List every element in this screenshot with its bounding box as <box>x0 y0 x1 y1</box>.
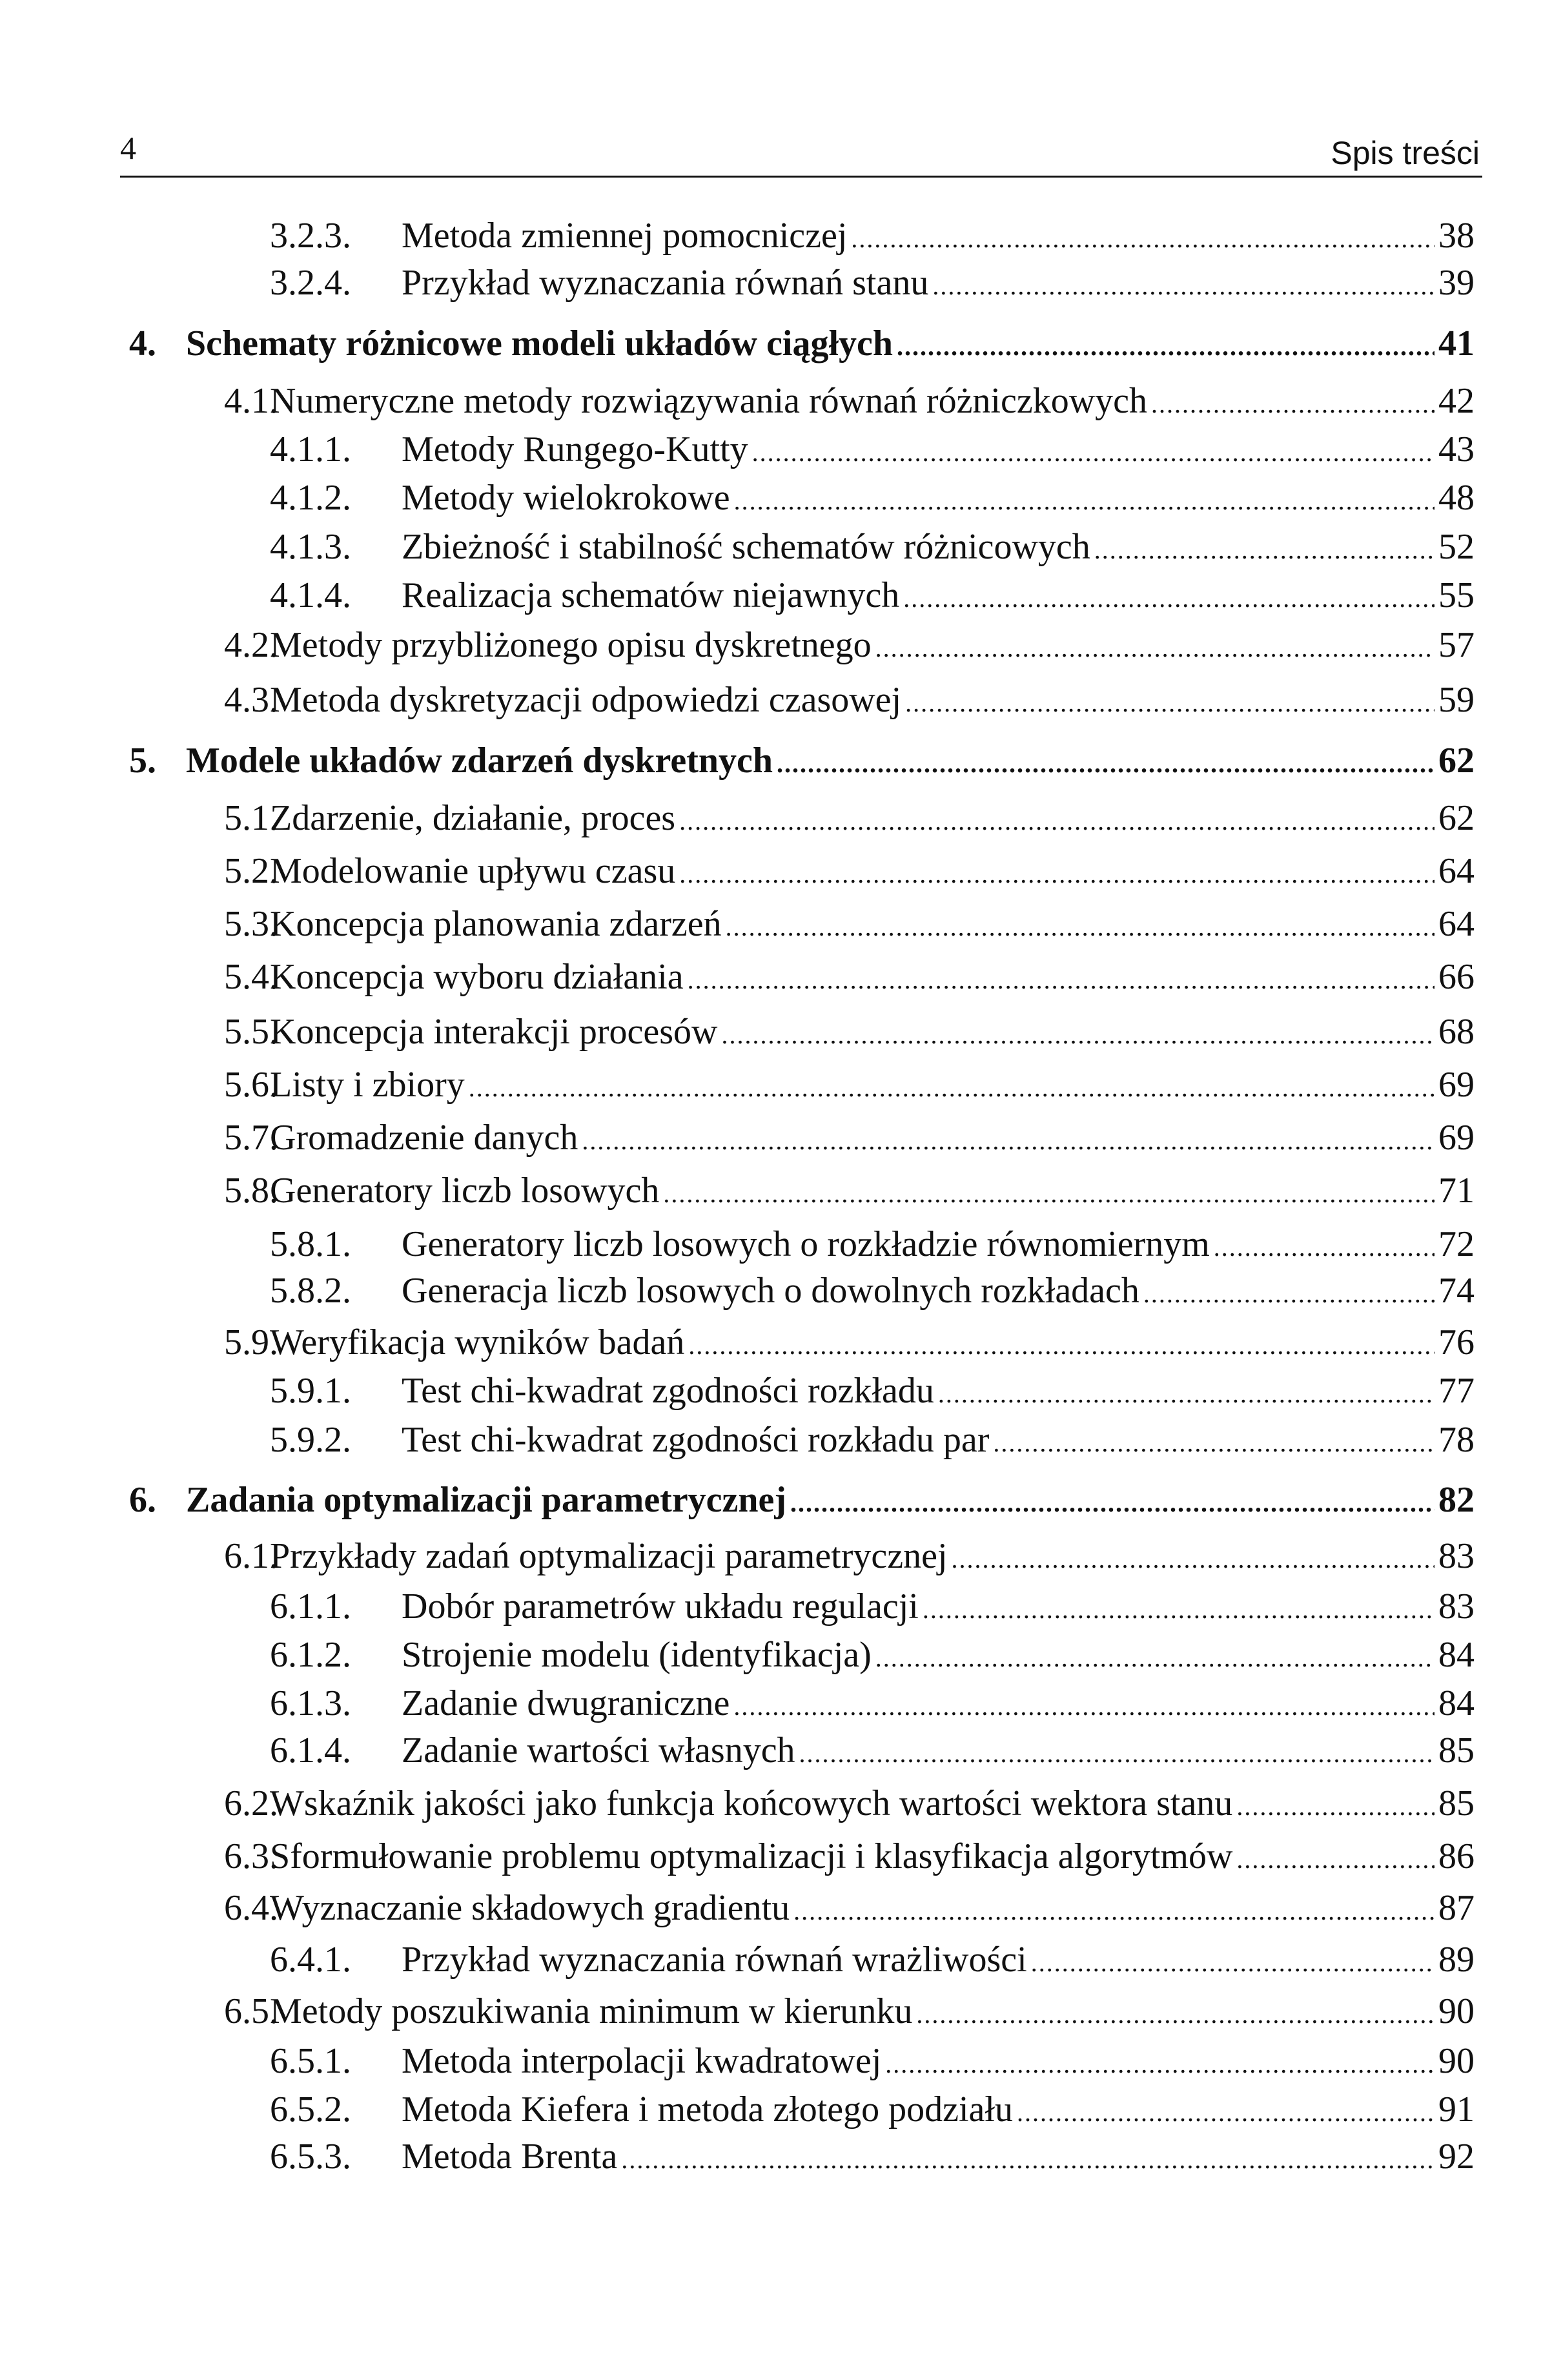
toc-entry-number: 5.3. <box>224 904 278 945</box>
dot-leader <box>799 1733 1435 1774</box>
toc-entry-page: 71 <box>1438 1171 1475 1211</box>
toc-entry-page: 41 <box>1438 323 1475 364</box>
dot-leader <box>734 480 1435 522</box>
toc-entry-page: 85 <box>1438 1783 1475 1824</box>
toc-entry-page: 77 <box>1438 1371 1475 1411</box>
toc-entry[interactable] <box>0 2089 1552 2130</box>
toc-entry-number: 6.1.1. <box>270 1586 351 1626</box>
toc-entry[interactable] <box>0 323 1552 364</box>
toc-entry-page: 66 <box>1438 957 1475 998</box>
toc-entry-number: 6.2. <box>224 1783 278 1824</box>
toc-entry[interactable] <box>0 1419 1552 1461</box>
toc-entry-title: Zbieżność i stabilność schematów różnicowych <box>402 526 1090 567</box>
toc-entry-title: Realizacja schematów niejawnych <box>402 575 900 615</box>
toc-entry-title: Numeryczne metody rozwiązywania równań różniczkowych <box>270 381 1147 422</box>
dot-leader <box>993 1422 1435 1464</box>
toc-entry-title: Wskaźnik jakości jako funkcja końcowych wartości wektora stanu <box>270 1783 1233 1824</box>
toc-entry-page: 39 <box>1438 263 1475 303</box>
toc-entry-page: 90 <box>1438 2041 1475 2082</box>
header-rule <box>120 176 1482 178</box>
dot-leader <box>903 578 1435 619</box>
toc-entry[interactable] <box>0 1887 1552 1929</box>
toc-entry-page: 38 <box>1438 216 1475 256</box>
toc-entry-title: Przykład wyznaczania równań stanu <box>402 263 929 303</box>
toc-entry[interactable] <box>0 1535 1552 1577</box>
toc-entry-title: Gromadzenie danych <box>270 1118 578 1158</box>
toc-entry-title: Metody poszukiwania minimum w kierunku <box>270 1991 913 2031</box>
toc-entry-page: 55 <box>1438 575 1475 615</box>
dot-leader <box>923 1589 1435 1630</box>
toc-entry-title: Zadania optymalizacji parametrycznej <box>186 1480 787 1521</box>
toc-entry-number: 5.7. <box>224 1118 278 1158</box>
toc-entry[interactable] <box>0 575 1552 616</box>
toc-entry-page: 72 <box>1438 1224 1475 1264</box>
toc-entry-title: Metoda Brenta <box>402 2137 618 2177</box>
toc-entry-number: 5.8. <box>224 1171 278 1211</box>
toc-entry[interactable] <box>0 1634 1552 1676</box>
toc-entry[interactable] <box>0 1270 1552 1311</box>
toc-entry-page: 83 <box>1438 1536 1475 1577</box>
toc-entry-number: 5.8.1. <box>270 1224 351 1264</box>
toc-entry-title: Metoda interpolacji kwadratowej <box>402 2041 882 2082</box>
dot-leader <box>875 1637 1435 1679</box>
dot-leader <box>688 959 1435 1001</box>
toc-entry-number: 5.6. <box>224 1065 278 1105</box>
dot-leader <box>952 1539 1435 1580</box>
toc-entry-title: Przykłady zadań optymalizacji parametrycznej <box>270 1536 948 1577</box>
toc-entry[interactable] <box>0 797 1552 839</box>
toc-entry-number: 6.1.4. <box>270 1730 351 1770</box>
toc-entry[interactable] <box>0 1730 1552 1771</box>
toc-entry-title: Metody wielokrokowe <box>402 478 730 518</box>
toc-entry-title: Generatory liczb losowych o rozkładzie równomiernym <box>402 1224 1210 1264</box>
toc-entry-title: Zadanie wartości własnych <box>402 1730 795 1770</box>
toc-entry[interactable] <box>0 215 1552 256</box>
dot-leader <box>885 2044 1435 2085</box>
dot-leader <box>1143 1273 1435 1315</box>
toc-entry-page: 74 <box>1438 1271 1475 1311</box>
dot-leader <box>777 743 1435 785</box>
toc-entry[interactable] <box>0 1586 1552 1627</box>
toc-entry-title: Koncepcja interakcji procesów <box>270 1011 718 1052</box>
toc-entry-title: Modelowanie upływu czasu <box>270 851 676 892</box>
dot-leader <box>679 801 1435 842</box>
dot-leader <box>793 1891 1435 1932</box>
toc-entry-number: 6.5.1. <box>270 2041 351 2082</box>
toc-entry-page: 82 <box>1438 1480 1475 1521</box>
dot-leader <box>721 1014 1435 1056</box>
dot-leader <box>752 432 1435 473</box>
dot-leader <box>663 1173 1435 1215</box>
toc-entry-page: 89 <box>1438 1939 1475 1980</box>
toc-entry-page: 76 <box>1438 1322 1475 1363</box>
toc-entry[interactable] <box>0 1836 1552 1877</box>
toc-entry-page: 87 <box>1438 1888 1475 1929</box>
toc-entry-number: 3.2.4. <box>270 263 351 303</box>
toc-entry-number: 6. <box>129 1480 156 1521</box>
toc-entry[interactable] <box>0 850 1552 892</box>
toc-entry[interactable] <box>0 1370 1552 1411</box>
toc-entry[interactable] <box>0 1991 1552 2032</box>
toc-entry-page: 85 <box>1438 1730 1475 1770</box>
toc-entry-page: 59 <box>1438 679 1475 720</box>
toc-entry-number: 5.9.2. <box>270 1419 351 1460</box>
toc-entry-title: Koncepcja planowania zdarzeń <box>270 904 722 945</box>
toc-entry-title: Zdarzenie, działanie, proces <box>270 797 676 838</box>
toc-entry-number: 4.3. <box>224 679 278 720</box>
toc-entry[interactable] <box>0 526 1552 568</box>
toc-entry-title: Wyznaczanie składowych gradientu <box>270 1888 790 1929</box>
toc-entry-page: 90 <box>1438 1991 1475 2031</box>
dot-leader <box>679 854 1435 895</box>
toc-entry-page: 43 <box>1438 429 1475 470</box>
toc-entry[interactable] <box>0 262 1552 303</box>
dot-leader <box>621 2139 1435 2180</box>
toc-entry-number: 6.4.1. <box>270 1939 351 1980</box>
toc-entry-title: Test chi-kwadrat zgodności rozkładu par <box>402 1419 990 1460</box>
dot-leader <box>1214 1227 1435 1268</box>
dot-leader <box>875 628 1435 669</box>
dot-leader <box>897 326 1435 367</box>
dot-leader <box>1151 384 1435 425</box>
toc-entry-title: Przykład wyznaczania równań wrażliwości <box>402 1939 1027 1980</box>
toc-entry[interactable] <box>0 956 1552 998</box>
toc-entry-page: 91 <box>1438 2089 1475 2130</box>
toc-entry-number: 3.2.3. <box>270 216 351 256</box>
toc-entry-number: 5. <box>129 740 156 781</box>
toc-entry-title: Generatory liczb losowych <box>270 1171 660 1211</box>
dot-leader <box>851 218 1435 260</box>
toc-entry-page: 86 <box>1438 1836 1475 1877</box>
toc-entry-page: 84 <box>1438 1683 1475 1724</box>
toc-entry-page: 52 <box>1438 526 1475 567</box>
toc-entry[interactable] <box>0 1224 1552 1265</box>
toc-entry-title: Test chi-kwadrat zgodności rozkładu <box>402 1371 934 1411</box>
dot-leader <box>1017 2092 1435 2133</box>
toc-entry[interactable] <box>0 1170 1552 1211</box>
toc-entry-title: Dobór parametrów układu regulacji <box>402 1586 919 1626</box>
toc-entry-number: 4.2. <box>224 625 278 666</box>
toc-entry[interactable] <box>0 903 1552 945</box>
toc-entry-title: Schematy różnicowe modeli układów ciągłych <box>186 323 893 364</box>
toc-entry[interactable] <box>0 1683 1552 1724</box>
toc-entry-number: 4.1.1. <box>270 429 351 470</box>
toc-entry-page: 64 <box>1438 851 1475 892</box>
toc-entry[interactable] <box>0 740 1552 781</box>
toc-entry-number: 6.4. <box>224 1888 278 1929</box>
toc-entry[interactable] <box>0 380 1552 422</box>
dot-leader <box>916 1994 1435 2035</box>
toc-entry-number: 6.5. <box>224 1991 278 2031</box>
toc-entry[interactable] <box>0 1479 1552 1521</box>
toc-entry-title: Generacja liczb losowych o dowolnych rozkładach <box>402 1271 1139 1311</box>
toc-entry-number: 4.1.2. <box>270 478 351 518</box>
toc-entry[interactable] <box>0 1322 1552 1363</box>
toc-entry-page: 92 <box>1438 2137 1475 2177</box>
dot-leader <box>790 1482 1435 1524</box>
toc-entry-title: Modele układów zdarzeń dyskretnych <box>186 740 773 781</box>
toc-entry-page: 64 <box>1438 904 1475 945</box>
toc-entry[interactable] <box>0 1011 1552 1052</box>
toc-entry-page: 69 <box>1438 1065 1475 1105</box>
toc-entry-page: 48 <box>1438 478 1475 518</box>
dot-leader <box>1236 1839 1435 1880</box>
toc-entry-number: 6.5.3. <box>270 2137 351 2177</box>
toc-entry-title: Sformułowanie problemu optymalizacji i klasyfikacja algorytmów <box>270 1836 1233 1877</box>
toc-entry-title: Koncepcja wyboru działania <box>270 957 684 998</box>
dot-leader <box>688 1325 1435 1366</box>
toc-entry-title: Metoda zmiennej pomocniczej <box>402 216 848 256</box>
toc-entry[interactable] <box>0 1939 1552 1980</box>
toc-entry-title: Metoda dyskretyzacji odpowiedzi czasowej <box>270 679 902 720</box>
dot-leader <box>1094 529 1435 571</box>
toc-entry-number: 4.1.3. <box>270 526 351 567</box>
dot-leader <box>1236 1786 1435 1827</box>
toc-entry-title: Zadanie dwugraniczne <box>402 1683 730 1724</box>
toc-entry-page: 62 <box>1438 797 1475 838</box>
toc-entry-title: Weryfikacja wyników badań <box>270 1322 685 1363</box>
toc-entry-page: 84 <box>1438 1634 1475 1675</box>
toc-entry-page: 42 <box>1438 381 1475 422</box>
toc-entry[interactable] <box>0 679 1552 721</box>
toc-entry-title: Metody Rungego-Kutty <box>402 429 748 470</box>
toc-entry-page: 68 <box>1438 1011 1475 1052</box>
toc-entry-number: 6.5.2. <box>270 2089 351 2130</box>
toc-entry-page: 78 <box>1438 1419 1475 1460</box>
dot-leader <box>938 1373 1435 1415</box>
toc-entry-number: 4.1. <box>224 381 278 422</box>
toc-entry-number: 6.1. <box>224 1536 278 1577</box>
toc-entry-number: 5.5. <box>224 1011 278 1052</box>
toc-entry-page: 83 <box>1438 1586 1475 1626</box>
toc-entry-page: 69 <box>1438 1118 1475 1158</box>
dot-leader <box>905 682 1435 724</box>
dot-leader <box>1031 1942 1435 1984</box>
toc-entry-number: 4. <box>129 323 156 364</box>
toc-entry-title: Strojenie modelu (identyfikacja) <box>402 1634 872 1675</box>
page-number: 4 <box>120 130 136 166</box>
toc-entry[interactable] <box>0 1064 1552 1105</box>
dot-leader <box>733 1686 1435 1727</box>
toc-entry-title: Metody przybliżonego opisu dyskretnego <box>270 625 872 666</box>
toc-entry-number: 5.9. <box>224 1322 278 1363</box>
toc-entry[interactable] <box>0 477 1552 518</box>
toc-entry-number: 5.4. <box>224 957 278 998</box>
toc-entry-title: Listy i zbiory <box>270 1065 465 1105</box>
toc-entry-number: 6.3. <box>224 1836 278 1877</box>
toc-entry-page: 62 <box>1438 740 1475 781</box>
dot-leader <box>469 1067 1435 1109</box>
toc-entry-number: 5.8.2. <box>270 1271 351 1311</box>
toc-entry-number: 5.1. <box>224 797 278 838</box>
toc-entry[interactable] <box>0 624 1552 666</box>
toc-entry[interactable] <box>0 429 1552 470</box>
toc-entry-title: Metoda Kiefera i metoda złotego podziału <box>402 2089 1013 2130</box>
toc-entry[interactable] <box>0 1783 1552 1824</box>
dot-leader <box>726 907 1435 948</box>
toc-entry-number: 4.1.4. <box>270 575 351 615</box>
running-header-title: Spis treści <box>1331 135 1480 171</box>
toc-entry-page: 57 <box>1438 625 1475 666</box>
toc-entry[interactable] <box>0 1117 1552 1158</box>
toc-entry[interactable] <box>0 2040 1552 2082</box>
toc-entry-number: 6.1.2. <box>270 1634 351 1675</box>
dot-leader <box>932 265 1435 307</box>
toc-entry-number: 6.1.3. <box>270 1683 351 1724</box>
dot-leader <box>582 1120 1435 1162</box>
toc-entry-number: 5.2. <box>224 851 278 892</box>
toc-entry-number: 5.9.1. <box>270 1371 351 1411</box>
toc-entry[interactable] <box>0 2136 1552 2177</box>
